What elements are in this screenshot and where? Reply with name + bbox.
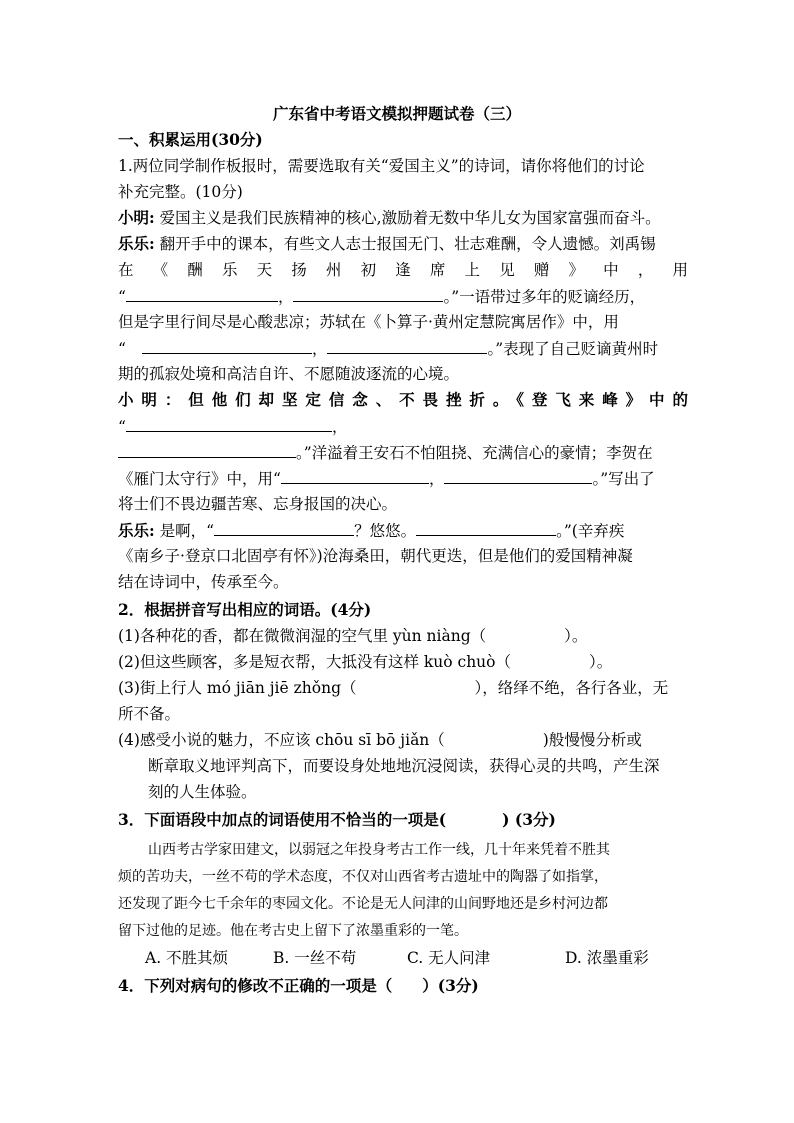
item-text: ）。 <box>589 653 613 671</box>
punct: ， <box>311 340 328 358</box>
q2-item-3-cont: 所不备。 <box>118 705 181 723</box>
item-text: (1)各种花的香，都在微微润湿的空气里 yùn niàng（ <box>118 627 487 645</box>
dialogue-text: 。”(辛弃疾 <box>556 522 625 540</box>
punct: ， <box>277 288 294 306</box>
option-a[interactable]: A. 不胜其烦 <box>145 949 229 967</box>
line-text: 。”洋溢着王安石不怕阻挠、充满信心的豪情；李贺在 <box>296 444 653 462</box>
q1-line: 补充完整。(10分) <box>118 183 243 201</box>
heading-text: ) (3分) <box>502 810 556 829</box>
q4-heading <box>118 976 688 996</box>
q1-dialogue-xiaoming <box>118 208 688 228</box>
dialogue-text: ？悠悠。 <box>354 522 417 540</box>
answer-blank[interactable] <box>327 338 487 354</box>
q2-item-4 <box>118 730 688 750</box>
q2-item-1 <box>118 626 688 646</box>
item-text: (4)感受小说的魅力，不应该 chōu sī bō jiǎn（ <box>118 731 445 749</box>
line-text: 。”写出了 <box>592 470 655 488</box>
speaker-name: 乐乐: <box>118 521 155 540</box>
quote-mark: “ <box>118 418 126 436</box>
answer-blank[interactable] <box>293 286 443 302</box>
quote-mark: “ <box>118 288 126 306</box>
speaker-name: 乐乐: <box>118 234 155 253</box>
page-title: 广东省中考语文模拟押题试卷（三） <box>272 104 521 123</box>
q3-heading <box>118 810 688 830</box>
q1-line: 1.两位同学制作板报时，需要选取有关“爱国主义”的诗词，请你将他们的讨论 <box>118 157 645 175</box>
item-text: ），络绎不绝，各行各业，无 <box>474 679 669 697</box>
q1-blank-line <box>118 468 688 489</box>
punct: ， <box>428 470 445 488</box>
answer-blank[interactable] <box>126 286 278 302</box>
q1-line: 在《酬乐天扬州初逢席上见赠》中，用 <box>118 261 688 279</box>
q2-item-3 <box>118 678 688 698</box>
q2-heading: 2．根据拼音写出相应的词语。(4分) <box>118 600 372 619</box>
answer-blank[interactable] <box>142 338 312 354</box>
answer-blank[interactable] <box>416 520 556 536</box>
option-b[interactable]: B. 一丝不苟 <box>273 949 357 967</box>
item-text: (3)街上行人 mó jiān jiē zhǒng（ <box>118 679 357 697</box>
section-heading: 一、积累运用(30分) <box>118 130 263 149</box>
item-text: (2)但这些顾客，多是短衣帮，大抵没有这样 kuò chuò（ <box>118 653 511 671</box>
q1-line: 将士们不畏边疆苦寒、忘身报国的决心。 <box>118 495 398 513</box>
q1-dialogue-lele-2 <box>118 520 688 541</box>
speaker-name: 小明: <box>118 208 155 227</box>
heading-text: 3．下面语段中加点的词语使用不恰当的一项是( <box>118 810 447 829</box>
q1-dialogue-lele <box>118 234 688 254</box>
heading-text: 4．下列对病句的修改不正确的一项是（ <box>118 976 393 995</box>
q3-passage-line: 烦的苦功夫，一丝不苟的学术态度，不仅对山西省考古遗址中的陶器了如指掌， <box>118 869 608 885</box>
q1-line: 《南乡子·登京口北固亭有怀》)沧海桑田，朝代更迭，但是他们的爱国精神凝 <box>118 547 633 565</box>
q1-blank-line <box>118 442 688 463</box>
q3-passage-line: 留下过他的足迹。他在考古史上留下了浓墨重彩的一笔。 <box>118 923 468 939</box>
punct: ， <box>331 418 348 436</box>
item-text: )般慢慢分析或 <box>542 731 642 749</box>
dialogue-text: 翻开手中的课本，有些文人志士报国无门、壮志难酬，令人遗憾。刘禹锡 <box>154 235 656 253</box>
q1-line: 结在诗词中，传承至今。 <box>118 573 289 591</box>
q3-options <box>145 948 685 968</box>
q1-blank-line <box>118 416 688 437</box>
line-text: 。”表现了自己贬谪黄州时 <box>487 340 659 358</box>
dialogue-text: 是啊，“ <box>154 522 215 540</box>
answer-blank[interactable] <box>126 416 332 432</box>
quote-mark: “ <box>118 340 126 358</box>
dialogue-text: 爱国主义是我们民族精神的核心,激励着无数中华儿女为国家富强而奋斗。 <box>154 209 661 227</box>
q3-passage-line: 还发现了距今七千余年的枣园文化。不论是无人问津的山间野地还是乡村河边都 <box>118 896 608 912</box>
option-c[interactable]: C. 无人问津 <box>407 949 491 967</box>
q1-blank-line <box>118 286 688 307</box>
heading-text: ）(3分) <box>422 976 479 995</box>
answer-blank[interactable] <box>444 468 592 484</box>
item-text: ）。 <box>564 627 588 645</box>
q2-item-4-cont: 刻的人生体验。 <box>148 783 257 801</box>
answer-blank[interactable] <box>214 520 354 536</box>
q1-blank-line <box>118 338 688 359</box>
line-text: 。”一语带过多年的贬谪经历， <box>443 288 646 306</box>
q3-passage-line: 山西考古学家田建文，以弱冠之年投身考古工作一线，几十年来凭着不胜其 <box>148 842 610 858</box>
q2-item-2 <box>118 652 688 672</box>
q1-line: 期的孤寂处境和高洁自许、不愿随波逐流的心境。 <box>118 365 460 383</box>
answer-blank[interactable] <box>281 468 429 484</box>
q1-dialogue-xiaoming-2: 小明：但他们却坚定信念、不畏挫折。《登飞来峰》中的 <box>118 390 688 409</box>
q2-item-4-cont: 断章取义地评判高下，而要设身处地地沉浸阅读，获得心灵的共鸣，产生深 <box>148 757 660 775</box>
q1-line: 但是字里行间尽是心酸悲凉；苏轼在《卜算子·黄州定慧院寓居作》中，用 <box>118 313 619 331</box>
option-d[interactable]: D. 浓墨重彩 <box>565 949 649 967</box>
line-text: 《雁门太守行》中，用“ <box>118 470 281 488</box>
answer-blank[interactable] <box>118 442 296 458</box>
